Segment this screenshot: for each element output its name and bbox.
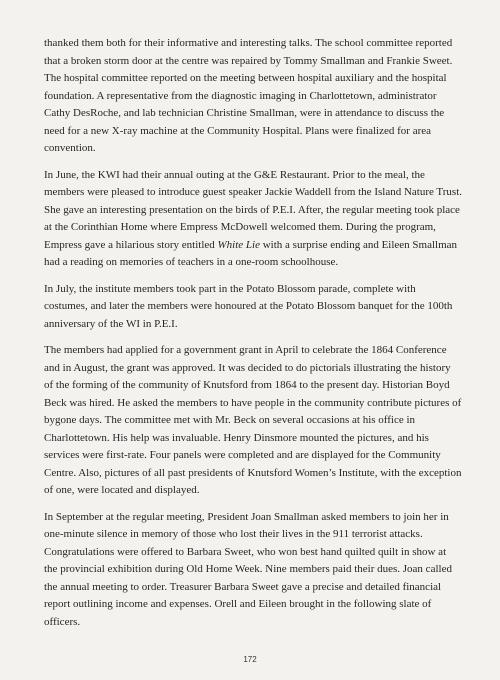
body-text [44,35,462,640]
paragraph-text: In June, the KWI had their annual outing at the G&E Restaurant. Prior to the meal, the members were pleased to introduce guest speaker Jackie Waddell from the Island Nature Trust. She gave an interesting presentation on the birds of P.E.I. After, the regular meeting took place at the Corinthian Home where Empress McDowell welcomed them. During the program, Empress gave a hilarious story entitled [44,168,463,251]
page-number: 172 [243,655,257,664]
paragraph-text: with a surprise ending and Eileen Smallman had a reading on memories of teachers in a one-room schoolhouse. [44,238,458,268]
paragraph-text: In September at the regular meeting, President Joan Smallman asked members to join her in one-minute silence in memory of those who lost their lives in the 911 terrorist attacks. Congratulations were offered to Barbara Sweet, who won best hand quilted quilt in show at the provincial exhibition during Old Home Week. Nine members paid their dues. Joan called the annual meeting to order. Treasurer Barbara Sweet gave a precise and detailed financial report outlining income and expenses. Orell and Eileen brought in the following slate of officers. [44,510,452,628]
paragraph-september-meeting [44,509,462,632]
paragraph-committee-reports [44,35,462,158]
paragraph-text: In July, the institute members took part in the Potato Blossom parade, complete with costumes, and later the members were honoured at the Potato Blossom banquet for the 100th anniversary of the WI in P.E.I. [44,282,453,330]
paragraph-text: The members had applied for a government grant in April to celebrate the 1864 Conference and in August, the grant was approved. It was decided to do pictorials illustrating the history of the forming of the community of Knutsford from 1864 to the present day. Historian Boyd Beck was hired. He asked the members to have people in the community contribute pictures of bygone days. The committee met with Mr. Beck on several occasions at his office in Charlottetown. His help was invaluable. Henry Dinsmore mounted the pictures, and his services were first-rate. Four panels were completed and are displayed for the Community Centre. Also, pictures of all past presidents of Knutsford Women’s Institute, with the exception of one, were located and displayed. [44,344,462,496]
paragraph-july-parade [44,281,462,334]
paragraph-june-outing [44,167,462,272]
paragraph-text: thanked them both for their informative and interesting talks. The school committee reported that a broken storm door at the centre was repaired by Tommy Smallman and Frankie Sweet. The hospital committee reported on the meeting between hospital auxiliary and the hospital foundation. A representative from the diagnostic imaging in Charlottetown, administrator Cathy DesRoche, and lab technician Christine Smallman, were in attendance to discuss the need for a new X-ray machine at the Community Hospital. Plans were finalized for area convention. [44,37,453,154]
paragraph-grant-pictorials [44,342,462,500]
story-title: White Lie [217,238,260,251]
